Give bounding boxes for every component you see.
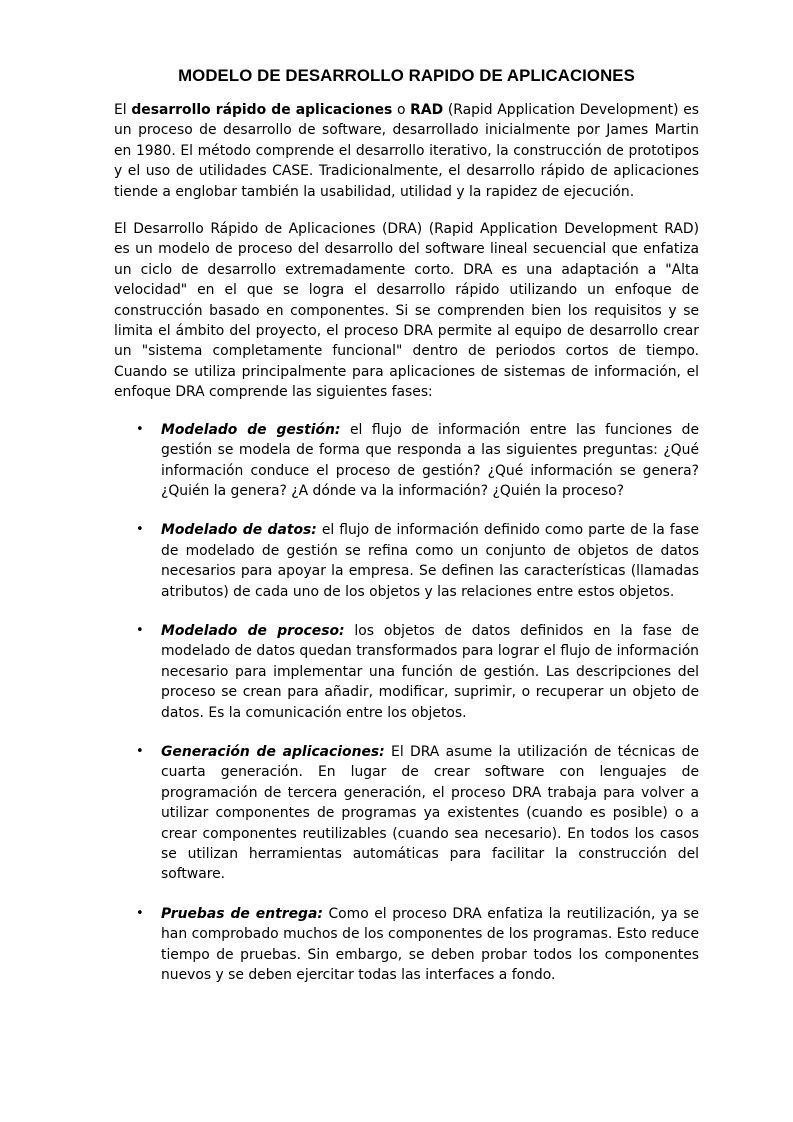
page-title: MODELO DE DESARROLLO RAPIDO DE APLICACIONES (178, 66, 635, 85)
phase-text: Como el proceso DRA enfatiza la reutilización, ya se han comprobado muchos de los componentes de los programas. Esto reduce tiempo de pruebas. Sin embargo, se deben probar todos los componentes nuevos y se deben ejercitar todas las interfaces a fondo. (161, 905, 699, 984)
phase-text: el flujo de información entre las funciones de gestión se modela de forma que responda a las siguientes preguntas: ¿Qué información conduce el proceso de gestión? ¿Qué información se genera? ¿Quién la genera? ¿A dónde va la información? ¿Quién la proceso? (161, 421, 699, 499)
phase-term: Modelado de gestión: (161, 421, 341, 438)
intro-text-3: (Rapid Application Development) es un proceso de desarrollo de software, desarrollado inicialmente por James Martin en 1980. El método comprende el desarrollo iterativo, la construcción de prototipos y el uso de utilidades CASE. Tradicionalmente, el desarrollo rápido de aplicaciones tiende a englobar también la usabilidad, utilidad y la rapidez de ejecución. (114, 102, 699, 200)
phase-text: los objetos de datos definidos en la fase de modelado de datos quedan transformados para lograr el flujo de información necesario para implementar una función de gestión. Las descripciones del proceso se crean para añadir, modificar, suprimir, o recuperar un objeto de datos. Es la comunicación entre los objetos. (161, 622, 699, 721)
phases-list (114, 420, 699, 986)
intro-term-rad-full: desarrollo rápido de aplicaciones (131, 102, 393, 118)
bullet-icon: • (136, 522, 144, 538)
list-item (114, 520, 699, 602)
intro-text-1: El (114, 102, 132, 118)
intro-term-rad: RAD (410, 102, 444, 118)
phase-term: Modelado de datos: (161, 522, 317, 539)
phase-text: El DRA asume la utilización de técnicas de cuarta generación. En lugar de crear software con lenguajes de programación de tercera generación, el proceso DRA trabaja para volver a utilizar componentes de programas ya existentes (cuando es posible) o a crear componentes reutilizables (cuando sea necesario). En todos los casos se utilizan herramientas automáticas para facilitar la construcción del software. (161, 743, 699, 883)
list-item (114, 904, 699, 986)
bullet-icon: • (136, 905, 144, 921)
list-item (114, 420, 699, 502)
list-item (114, 742, 699, 885)
intro-paragraph (114, 100, 699, 202)
bullet-icon: • (136, 743, 144, 759)
phase-term: Generación de aplicaciones: (161, 743, 385, 760)
bullet-icon: • (136, 421, 144, 437)
phase-term: Modelado de proceso: (161, 622, 345, 639)
dra-paragraph: El Desarrollo Rápido de Aplicaciones (DRA) (Rapid Application Development RAD) es un modelo de proceso del desarrollo del software lineal secuencial que enfatiza un ciclo de desarrollo extremadamente corto. DRA es una adaptación a "Alta velocidad" en el que se logra el desarrollo rápido utilizando un enfoque de construcción basado en componentes. Si se comprenden bien los requisitos y se limita el ámbito del proyecto, el proceso DRA permite al equipo de desarrollo crear un "sistema completamente funcional" dentro de periodos cortos de tiempo. Cuando se utiliza principalmente para aplicaciones de sistemas de información, el enfoque DRA comprende las siguientes fases: (114, 221, 699, 401)
list-item (114, 621, 699, 723)
phase-text: el flujo de información definido como parte de la fase de modelado de gestión se refina como un conjunto de objetos de datos necesarios para apoyar la empresa. Se definen las características (llamadas atributos) de cada uno de los objetos y las relaciones entre estos objetos. (161, 522, 699, 600)
intro-text-2: o (392, 102, 411, 118)
bullet-icon: • (136, 622, 144, 638)
phase-term: Pruebas de entrega: (161, 905, 323, 922)
